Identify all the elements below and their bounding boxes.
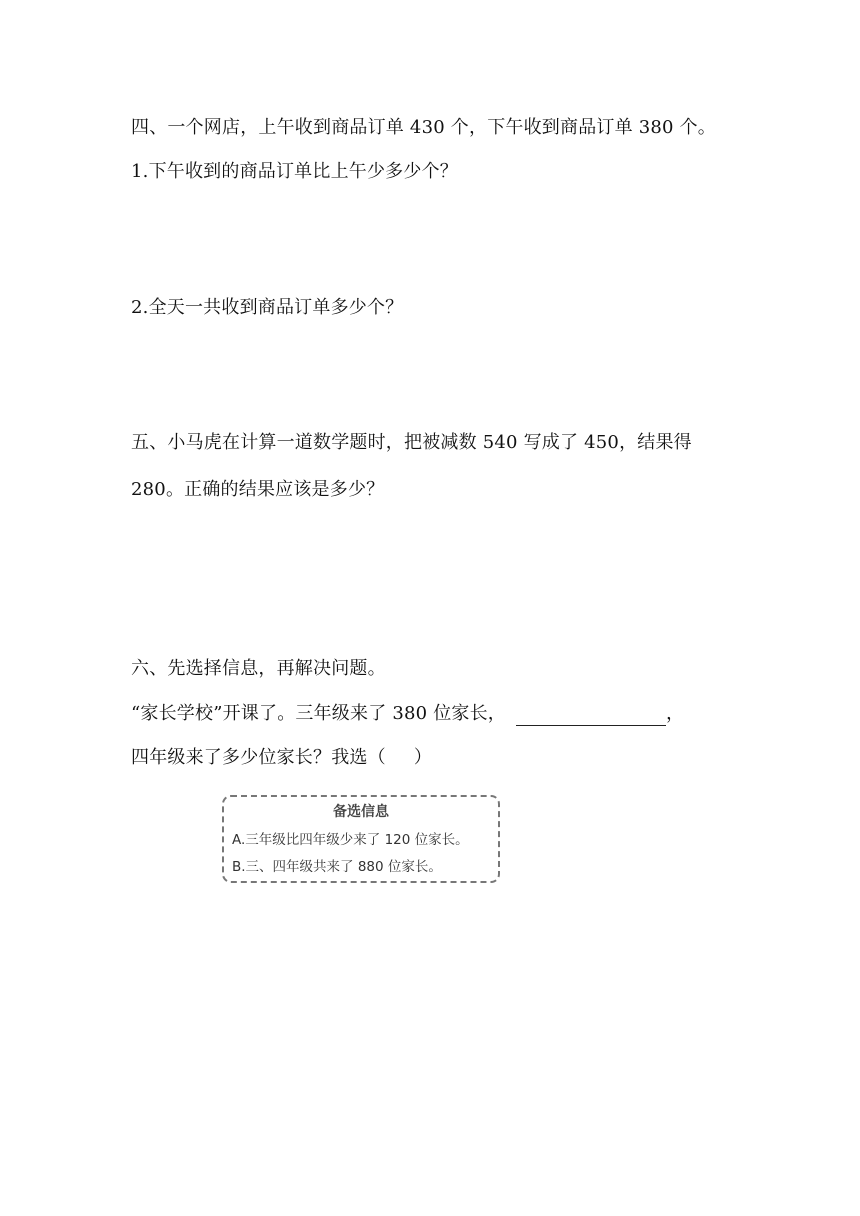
- section-6-title: 六、先选择信息，再解决问题。: [131, 658, 386, 679]
- answer-blank[interactable]: [516, 705, 666, 726]
- section-6-line-1: [131, 702, 684, 726]
- section-4-title: 四、一个网店，上午收到商品订单 430 个，下午收到商品订单 380 个。: [131, 117, 716, 138]
- section-6-line-2: [131, 746, 432, 770]
- section-6-line-2-close: ）: [413, 747, 433, 768]
- info-option-a: A.三年级比四年级少来了 120 位家长。: [232, 832, 469, 848]
- section-6-line-2-text: 四年级来了多少位家长？我选（: [131, 747, 386, 768]
- section-6-line-1-text: “家长学校”开课了。三年级来了 380 位家长，: [131, 703, 507, 724]
- info-options-box: [222, 795, 500, 883]
- info-box-title: 备选信息: [333, 804, 389, 820]
- section-4-question-1: 1.下午收到的商品订单比上午少多少个？: [131, 161, 458, 182]
- section-5-line-1: 五、小马虎在计算一道数学题时，把被减数 540 写成了 450，结果得: [131, 432, 692, 453]
- section-6-line-1-comma: ，: [666, 703, 685, 724]
- info-option-b: B.三、四年级共来了 880 位家长。: [232, 859, 442, 875]
- section-5-line-2: 280。正确的结果应该是多少？: [131, 479, 385, 500]
- section-4-question-2: 2.全天一共收到商品订单多少个？: [131, 297, 404, 318]
